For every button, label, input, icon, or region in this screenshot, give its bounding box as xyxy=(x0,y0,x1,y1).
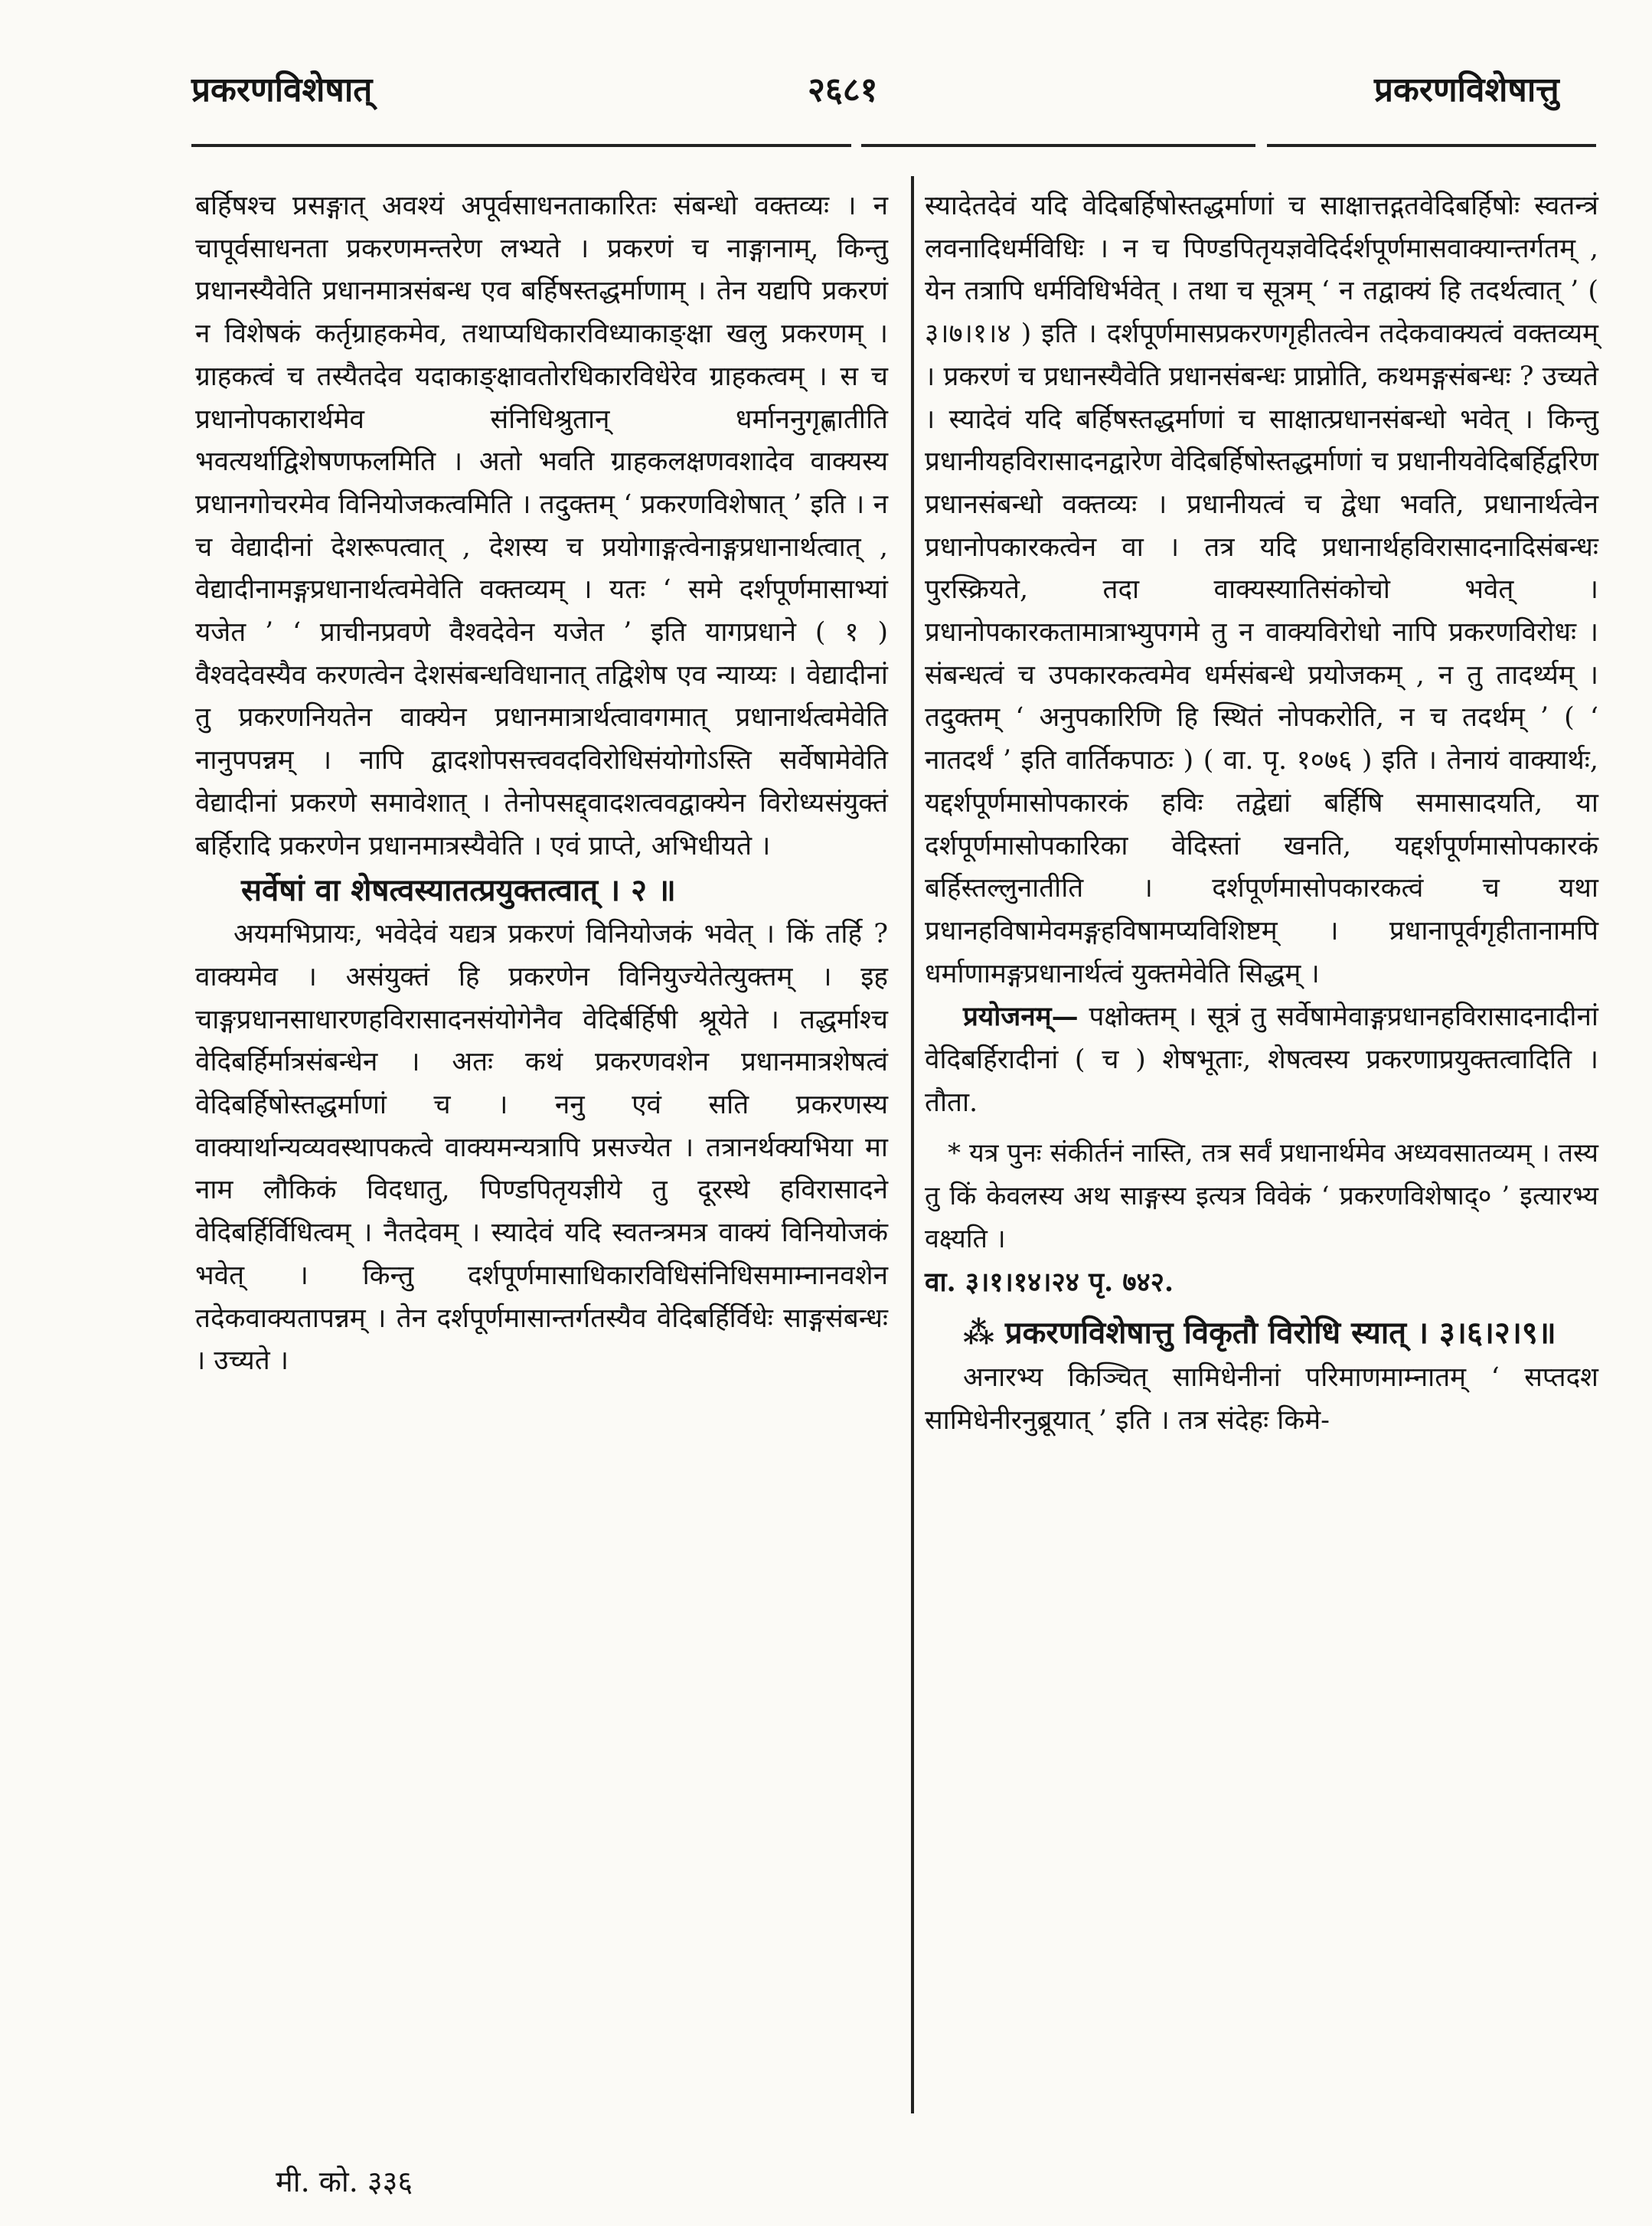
sutra-marker-icon: ⁂ xyxy=(963,1315,994,1352)
footnote-reference: वा. ३।१।१४।२४ पृ. ७४२. xyxy=(925,1267,1174,1299)
next-sutra-text: प्रकरणविशेषात्तु विकृतौ विरोधि स्यात् । ३।६।२।९॥ xyxy=(1004,1315,1556,1352)
page-number: २६८१ xyxy=(808,70,878,110)
left-paragraph-2: अयमभिप्रायः, भवेदेवं यद्यत्र प्रकरणं विनियोजकं भवेत् । किं तर्हि ? वाक्यमेव । असंयुक्तं हि प्रकरणेन विनियुज्येतेत्युक्तम् । इह चाङ्गप्रधानसाधारणहविरासादनसंयोगेनैव वेदिर्बर्हिषी श्रूयेते । तद्धर्माश्च वेदिबर्हिर्मात्रसंबन्धेन । अतः कथं प्रकरणवशेन प्रधानमात्रशेषत्वं वेदिबर्हिषोस्तद्धर्माणां च । ननु एवं सति प्रकरणस्य वाक्यार्थान्यव्यवस्थापकत्वे वाक्यमन्यत्रापि प्रसज्येत । तत्रानर्थक्यभिया मा नाम लौकिकं विदधातु, पिण्डपितृयज्ञीये तु दूरस्थे हविरासादने वेदिबर्हिर्विधित्वम् । नैतदेवम् । स्यादेवं यदि स्वतन्त्रमत्र वाक्यं विनियोजकं भवेत् । किन्तु दर्शपूर्णमासाधिकारविधिसंनिधिसमाम्नानवशेन तदेकवाक्यतापन्नम् । तेन दर्शपूर्णमासान्तर्गतस्यैव वेदिबर्हिर्विधेः साङ्गसंबन्धः । उच्यते । xyxy=(195,919,888,1377)
header-rule-right xyxy=(1267,144,1596,147)
left-column xyxy=(195,185,888,1383)
right-paragraph-last: अनारभ्य किञ्चित् सामिधेनीनां परिमाणमाम्नातम् ‘ सप्तदश सामिधेनीरनुब्रूयात् ’ इति । तत्र संदेहः किमे- xyxy=(925,1362,1598,1437)
right-column xyxy=(925,185,1598,1443)
prayojanam-label: प्रयोजनम्— xyxy=(963,1001,1079,1033)
next-sutra xyxy=(925,1309,1598,1357)
running-head-left: प्रकरणविशेषात् xyxy=(191,70,373,110)
footer-signature: मी. को. ३३६ xyxy=(276,2165,413,2198)
footnote: * यत्र पुनः संकीर्तनं नास्ति, तत्र सर्वं प्रधानार्थमेव अध्यवसातव्यम् । तस्य तु किं केवलस्य अथ साङ्गस्य इत्यत्र विवेकं ‘ प्रकरणविशेषाद्० ’ इत्यारभ्य वक्ष्यति । xyxy=(925,1138,1598,1255)
sutra-heading: सर्वेषां वा शेषत्वस्यातत्प्रयुक्तत्वात् । २ ॥ xyxy=(241,872,676,909)
column-divider xyxy=(911,176,914,2113)
right-paragraph-1: स्यादेतदेवं यदि वेदिबर्हिषोस्तद्धर्माणां च साक्षात्तद्गतवेदिबर्हिषोः स्वतन्त्रं लवनादिधर्मविधिः । न च पिण्डपितृयज्ञवेदिर्दर्शपूर्णमासवाक्यान्तर्गतम् , येन तत्रापि धर्मविधिर्भवेत् । तथा च सूत्रम् ‘ न तद्वाक्यं हि तदर्थत्वात् ’ ( ३।७।१।४ ) इति । दर्शपूर्णमासप्रकरणगृहीतत्वेन तदेकवाक्यत्वं वक्तव्यम् । प्रकरणं च प्रधानस्यैवेति प्रधानसंबन्धः प्राप्नोति, कथमङ्गसंबन्धः ? उच्यते । स्यादेवं यदि बर्हिषस्तद्धर्माणां च साक्षात्प्रधानसंबन्धो भवेत् । किन्तु प्रधानीयहविरासादनद्वारेण वेदिबर्हिषोस्तद्धर्माणां च प्रधानीयवेदिबर्हिर्द्वारेण प्रधानसंबन्धो वक्तव्यः । प्रधानीयत्वं च द्वेधा भवति, प्रधानार्थत्वेन प्रधानोपकारकत्वेन वा । तत्र यदि प्रधानार्थहविरासादनादिसंबन्धः पुरस्क्रियते, तदा वाक्यस्यातिसंकोचो भवेत् । प्रधानोपकारकतामात्राभ्युपगमे तु न वाक्यविरोधो नापि प्रकरणविरोधः । संबन्धत्वं च उपकारकत्वमेव धर्मसंबन्धे प्रयोजकम् , न तु तादर्थ्यम् । तदुक्तम् ‘ अनुपकारिणि हि स्थितं नोपकरोति, न च तदर्थम् ’ ( ‘ नातदर्थं ’ इति वार्तिकपाठः ) ( वा. पृ. १०७६ ) इति । तेनायं वाक्यार्थः, यद्दर्शपूर्णमासोपकारकं हविः तद्वेद्यां बर्हिषि समासादयति, या दर्शपूर्णमासोपकारिका वेदिस्तां खनति, यद्दर्शपूर्णमासोपकारकं बर्हिस्तल्लुनातीति । दर्शपूर्णमासोपकारकत्वं च यथा प्रधानहविषामेवमङ्गहविषामप्यविशिष्टम् । प्रधानापूर्वगृहीतानामपि धर्माणामङ्गप्रधानार्थत्वं युक्तमेवेति सिद्धम् । xyxy=(925,191,1598,989)
header-rule-middle xyxy=(861,144,1255,147)
left-paragraph-1: बर्हिषश्च प्रसङ्गात् अवश्यं अपूर्वसाधनताकारितः संबन्धो वक्तव्यः । न चापूर्वसाधनता प्रकरणमन्तरेण लभ्यते । प्रकरणं च नाङ्गानाम्, किन्तु प्रधानस्यैवेति प्रधानमात्रसंबन्ध एव बर्हिषस्तद्धर्माणाम् । तेन यद्यपि प्रकरणं न विशेषकं कर्तृग्राहकमेव, तथाप्यधिकारविध्याकाङ्क्षा खलु प्रकरणम् । ग्राहकत्वं च तस्यैतदेव यदाकाङ्क्षावतोरधिकारविधेरेव ग्राहकत्वम् । स च प्रधानोपकारार्थमेव संनिधिश्रुतान् धर्माननुगृह्णातीति भवत्यर्थाद्विशेषणफलमिति । अतो भवति ग्राहकलक्षणवशादेव वाक्यस्य प्रधानगोचरमेव विनियोजकत्वमिति । तदुक्तम् ‘ प्रकरणविशेषात् ’ इति । न च वेद्यादीनां देशरूपत्वात् , देशस्य च प्रयोगाङ्गत्वेनाङ्गप्रधानार्थत्वात् , वेद्यादीनामङ्गप्रधानार्थत्वमेवेति वक्तव्यम् । यतः ‘ समे दर्शपूर्णमासाभ्यां यजेत ’ ‘ प्राचीनप्रवणे वैश्वदेवेन यजेत ’ इति यागप्रधाने ( १ ) वैश्वदेवस्यैव करणत्वेन देशसंबन्धविधानात् तद्विशेष एव न्याय्यः । वेद्यादीनां तु प्रकरणनियतेन वाक्येन प्रधानमात्रार्थत्वावगमात् प्रधानार्थत्वमेवेति नानुपपन्नम् । नापि द्वादशोपसत्त्ववदविरोधिसंयोगोऽस्ति सर्वेषामेवेति वेद्यादीनां प्रकरणे समावेशात् । तेनोपसद्द्वादशत्ववद्वाक्येन विरोध्यसंयुक्तं बर्हिरादि प्रकरणेन प्रधानमात्रस्यैवेति । एवं प्राप्ते, अभिधीयते । xyxy=(195,191,888,861)
prayojanam-text: पक्षोक्तम् । सूत्रं तु सर्वेषामेवाङ्गप्रधानहविरासादनादीनां वेदिबर्हिरादीनां ( च ) शेषभूताः, शेषत्वस्य प्रकरणाप्रयुक्तत्वादिति । तौता. xyxy=(925,1002,1598,1118)
prayojanam-paragraph xyxy=(925,995,1598,1124)
header-rule-left xyxy=(191,144,851,147)
running-head-right: प्रकरणविशेषात्तु xyxy=(1374,70,1559,110)
